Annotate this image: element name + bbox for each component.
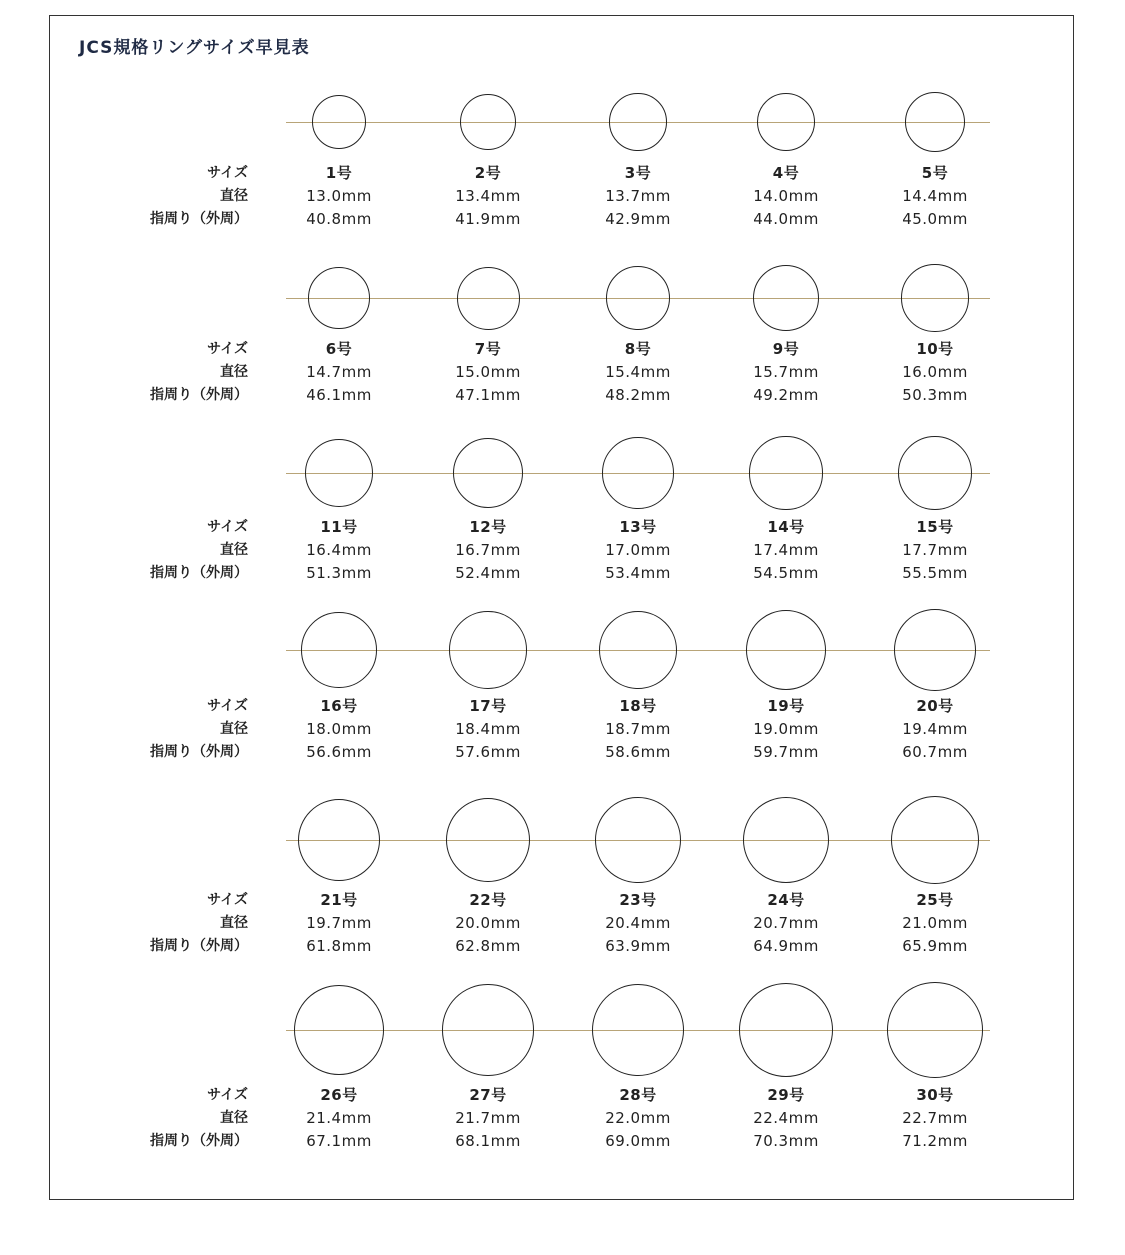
page-title: JCS規格リングサイズ早見表 [79, 38, 310, 58]
ring-diameter: 18.4mm [455, 720, 521, 738]
ring-info [279, 889, 399, 958]
ring-circumference: 50.3mm [902, 386, 968, 404]
ring-circumference: 52.4mm [455, 564, 521, 582]
ring-info [726, 516, 846, 585]
ring-info [428, 695, 548, 764]
ring-info [428, 889, 548, 958]
ring-diameter: 13.4mm [455, 187, 521, 205]
ring-diameter: 17.7mm [902, 541, 968, 559]
ring-info [428, 338, 548, 407]
ring-circle [606, 266, 671, 331]
ring-circle [308, 267, 370, 329]
ring-size: 14号 [767, 518, 805, 536]
ring-circle [739, 983, 833, 1077]
ring-size: 18号 [619, 697, 657, 715]
ring-info [726, 162, 846, 231]
ring-diameter: 14.0mm [753, 187, 819, 205]
ring-diameter: 14.4mm [902, 187, 968, 205]
ring-diameter: 21.4mm [306, 1109, 372, 1127]
ring-circle [602, 437, 673, 508]
row-label-size: サイズ [207, 519, 248, 535]
ring-size: 24号 [767, 891, 805, 909]
row-label-diameter: 直径 [220, 188, 248, 204]
ring-info [875, 889, 995, 958]
ring-info [726, 338, 846, 407]
ring-size: 10号 [916, 340, 954, 358]
ring-info [279, 695, 399, 764]
ring-circle [746, 610, 826, 690]
ring-info [578, 516, 698, 585]
ring-circle [301, 612, 377, 688]
row-label-diameter: 直径 [220, 915, 248, 931]
ring-circumference: 44.0mm [753, 210, 819, 228]
ring-size: 21号 [320, 891, 358, 909]
ring-size: 25号 [916, 891, 954, 909]
ring-diameter: 14.7mm [306, 363, 372, 381]
ring-circumference: 55.5mm [902, 564, 968, 582]
ring-size: 3号 [624, 164, 652, 182]
ring-circle [449, 611, 526, 688]
ring-circle [457, 267, 520, 330]
ring-info [279, 516, 399, 585]
row-label-size: サイズ [207, 341, 248, 357]
row-label-circumference: 指周り（外周） [150, 387, 248, 403]
ring-circumference: 68.1mm [455, 1132, 521, 1150]
ring-diameter: 17.0mm [605, 541, 671, 559]
ring-size: 8号 [624, 340, 652, 358]
ring-info [726, 695, 846, 764]
row-labels [130, 338, 248, 407]
ring-size: 9号 [772, 340, 800, 358]
ring-size: 2号 [474, 164, 502, 182]
ring-circumference: 45.0mm [902, 210, 968, 228]
row-label-diameter: 直径 [220, 364, 248, 380]
ring-circle [453, 438, 523, 508]
row-label-diameter: 直径 [220, 1110, 248, 1126]
ring-circle [887, 982, 982, 1077]
ring-diameter: 13.0mm [306, 187, 372, 205]
ring-size: 29号 [767, 1086, 805, 1104]
ring-info [279, 338, 399, 407]
row-label-size: サイズ [207, 698, 248, 714]
ring-size: 6号 [325, 340, 353, 358]
ring-size: 22号 [469, 891, 507, 909]
ring-circle [609, 93, 667, 151]
ring-info [578, 695, 698, 764]
row-label-circumference: 指周り（外周） [150, 565, 248, 581]
ring-diameter: 20.4mm [605, 914, 671, 932]
ring-diameter: 15.4mm [605, 363, 671, 381]
ring-info [875, 338, 995, 407]
ring-circle [905, 92, 965, 152]
ring-circumference: 49.2mm [753, 386, 819, 404]
ring-circumference: 59.7mm [753, 743, 819, 761]
row-labels [130, 889, 248, 958]
ring-info [726, 889, 846, 958]
ring-circle [753, 265, 819, 331]
ring-size: 11号 [320, 518, 358, 536]
row-label-size: サイズ [207, 1087, 248, 1103]
ring-circumference: 58.6mm [605, 743, 671, 761]
ring-circle [891, 796, 979, 884]
row-label-diameter: 直径 [220, 721, 248, 737]
ring-circumference: 54.5mm [753, 564, 819, 582]
ring-diameter: 20.0mm [455, 914, 521, 932]
ring-info [578, 889, 698, 958]
ring-circumference: 51.3mm [306, 564, 372, 582]
ring-size: 16号 [320, 697, 358, 715]
row-label-circumference: 指周り（外周） [150, 1133, 248, 1149]
ring-size: 5号 [921, 164, 949, 182]
ring-circumference: 56.6mm [306, 743, 372, 761]
ring-diameter: 16.7mm [455, 541, 521, 559]
ring-info [428, 1084, 548, 1153]
ring-size: 19号 [767, 697, 805, 715]
ring-size: 28号 [619, 1086, 657, 1104]
ring-circumference: 64.9mm [753, 937, 819, 955]
ring-size: 27号 [469, 1086, 507, 1104]
ring-info [279, 162, 399, 231]
ring-circle [460, 94, 516, 150]
row-label-size: サイズ [207, 892, 248, 908]
ring-circumference: 63.9mm [605, 937, 671, 955]
ring-circumference: 47.1mm [455, 386, 521, 404]
ring-circumference: 62.8mm [455, 937, 521, 955]
ring-circle [901, 264, 968, 331]
ring-circle [312, 95, 367, 150]
ring-circumference: 57.6mm [455, 743, 521, 761]
ring-circumference: 70.3mm [753, 1132, 819, 1150]
ring-circumference: 46.1mm [306, 386, 372, 404]
ring-circumference: 53.4mm [605, 564, 671, 582]
ring-circumference: 61.8mm [306, 937, 372, 955]
ring-circle [898, 436, 972, 510]
ring-info [726, 1084, 846, 1153]
ring-circle [446, 798, 530, 882]
row-labels [130, 695, 248, 764]
ring-circumference: 41.9mm [455, 210, 521, 228]
ring-size: 12号 [469, 518, 507, 536]
row-labels [130, 1084, 248, 1153]
ring-diameter: 19.7mm [306, 914, 372, 932]
ring-circumference: 65.9mm [902, 937, 968, 955]
ring-diameter: 19.0mm [753, 720, 819, 738]
ring-size: 30号 [916, 1086, 954, 1104]
ring-circumference: 60.7mm [902, 743, 968, 761]
ring-diameter: 15.7mm [753, 363, 819, 381]
ring-size: 15号 [916, 518, 954, 536]
ring-size: 7号 [474, 340, 502, 358]
ring-diameter: 18.0mm [306, 720, 372, 738]
ring-diameter: 21.0mm [902, 914, 968, 932]
ring-diameter: 22.4mm [753, 1109, 819, 1127]
ring-info [279, 1084, 399, 1153]
row-labels [130, 516, 248, 585]
ring-circumference: 71.2mm [902, 1132, 968, 1150]
ring-circle [442, 984, 533, 1075]
ring-diameter: 15.0mm [455, 363, 521, 381]
ring-diameter: 17.4mm [753, 541, 819, 559]
ring-info [875, 516, 995, 585]
ring-info [875, 162, 995, 231]
ring-size: 20号 [916, 697, 954, 715]
row-label-diameter: 直径 [220, 542, 248, 558]
ring-info [875, 1084, 995, 1153]
ring-circle [894, 609, 975, 690]
ring-size: 4号 [772, 164, 800, 182]
ring-info [428, 516, 548, 585]
row-label-size: サイズ [207, 165, 248, 181]
ring-circumference: 48.2mm [605, 386, 671, 404]
ring-info [875, 695, 995, 764]
ring-diameter: 19.4mm [902, 720, 968, 738]
ring-diameter: 16.4mm [306, 541, 372, 559]
ring-size: 23号 [619, 891, 657, 909]
ring-diameter: 16.0mm [902, 363, 968, 381]
ring-diameter: 20.7mm [753, 914, 819, 932]
ring-circumference: 69.0mm [605, 1132, 671, 1150]
ring-size: 26号 [320, 1086, 358, 1104]
ring-circle [599, 611, 678, 690]
row-labels [130, 162, 248, 231]
ring-circle [595, 797, 681, 883]
ring-circumference: 42.9mm [605, 210, 671, 228]
ring-info [578, 338, 698, 407]
ring-diameter: 22.0mm [605, 1109, 671, 1127]
ring-diameter: 22.7mm [902, 1109, 968, 1127]
ring-info [428, 162, 548, 231]
ring-circumference: 67.1mm [306, 1132, 372, 1150]
ring-size: 1号 [325, 164, 353, 182]
ring-circle [592, 984, 684, 1076]
ring-size: 13号 [619, 518, 657, 536]
ring-diameter: 18.7mm [605, 720, 671, 738]
ring-diameter: 13.7mm [605, 187, 671, 205]
row-label-circumference: 指周り（外周） [150, 211, 248, 227]
ring-circle [294, 985, 384, 1075]
row-label-circumference: 指周り（外周） [150, 938, 248, 954]
ring-circle [298, 799, 381, 882]
ring-size: 17号 [469, 697, 507, 715]
ring-circumference: 40.8mm [306, 210, 372, 228]
ring-info [578, 162, 698, 231]
ring-circle [749, 436, 822, 509]
row-label-circumference: 指周り（外周） [150, 744, 248, 760]
ring-diameter: 21.7mm [455, 1109, 521, 1127]
ring-info [578, 1084, 698, 1153]
